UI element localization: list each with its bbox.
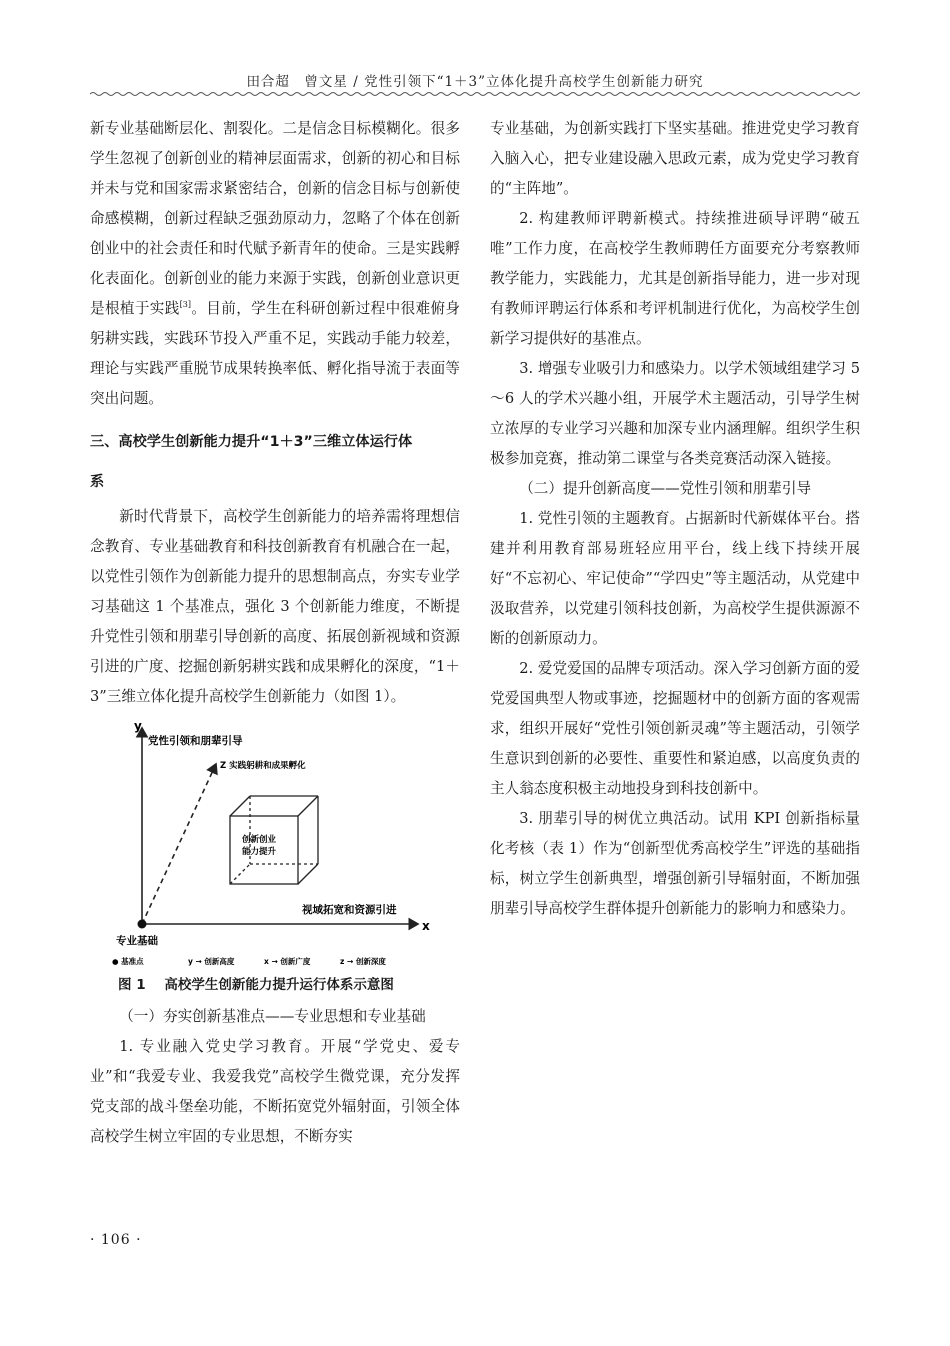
box-label-2: 能力提升 [242, 847, 277, 857]
right-column [490, 114, 860, 924]
subsection-heading: （二）提升创新高度——党性引领和朋辈引导 [519, 480, 812, 497]
figure-1 [90, 716, 460, 966]
paragraph: 2. 构建教师评聘新模式。持续推进硕导评聘“破五唯”工作力度，在高校学生教师聘任方面要充分考察教师教学能力，实践能力，尤其是创新指导能力，进一步对现有教师评聘运行体系和考评机制进行优化，为高校学生创新学习提供好的基准点。 [490, 210, 860, 347]
legend-item: z → 创新深度 [340, 957, 386, 966]
section-title: 三、高校学生创新能力提升“1＋3”三维立体运行体 [90, 434, 413, 450]
section-title-continued: 系 [90, 474, 105, 490]
paragraph: 新专业基础断层化、割裂化。二是信念目标模糊化。很多学生忽视了创新创业的精神层面需求，创新的初心和目标并未与党和国家需求紧密结合，创新的信念目标与创新使命感模糊，创新过程缺乏强劲原动力，忽略了个体在创新创业中的社会责任和时代赋予新青年的使命。三是实践孵化表面化。创新创业的能力来源于实践，创新创业意识更是根植于实践[3]。目前，学生在科研创新过程中很难俯身躬耕实践，实践环节投入严重不足，实践动手能力较差，理论与实践严重脱节成果转换率低、孵化指导流于表面等突出问题。 [90, 120, 460, 407]
legend-item: y → 创新高度 [188, 957, 235, 966]
paragraph: 1. 党性引领的主题教育。占据新时代新媒体平台。搭建并利用教育部易班轻应用平台，线上线下持续开展好“不忘初心、牢记使命”“学四史”等主题活动，从党建中汲取营养，以党建引领科技创新，为高校学生提供源源不断的创新原动力。 [490, 510, 860, 647]
paragraph: 1. 专业融入党史学习教育。开展“学党史、爱专业”和“我爱专业、我爱我党”高校学生微党课，充分发挥党支部的战斗堡垒功能，不断拓宽党外辐射面，引领全体高校学生树立牢固的专业思想，不断夯实 [90, 1038, 460, 1145]
y-label: y [134, 719, 142, 733]
paragraph: 专业基础，为创新实践打下坚实基础。推进党史学习教育入脑入心，把专业建设融入思政元素，成为党史学习教育的“主阵地”。 [490, 120, 860, 197]
z-axis-title: Z 实践躬耕和成果孵化 [220, 761, 306, 771]
framework-diagram [90, 716, 460, 966]
running-header: 田合超 曾文星 / 党性引领下“1＋3”立体化提升高校学生创新能力研究 [246, 74, 704, 90]
x-label: x [422, 919, 430, 933]
citation-ref: [3] [179, 300, 192, 309]
origin-point [138, 920, 147, 929]
figure-caption: 图 1 高校学生创新能力提升运行体系示意图 [118, 977, 394, 993]
paragraph: 新时代背景下，高校学生创新能力的培养需将理想信念教育、专业基础教育和科技创新教育有机融合在一起，以党性引领作为创新能力提升的思想制高点，夯实专业学习基础这 1 个基准点，强化 3 个创新能力维度，不断提升党性引领和朋辈引导创新的高度、拓展创新视域和资源引进的广度、挖掘创新躬耕实践和成果孵化的深度，“1＋3”三维立体化提升高校学生创新能力（如图 1）。 [90, 508, 460, 705]
z-axis [142, 764, 216, 924]
box-label-1: 创新创业 [242, 835, 277, 845]
origin-label: 专业基础 [116, 935, 158, 947]
x-axis-title: 视域拓宽和资源引进 [302, 904, 397, 916]
paragraph: 3. 增强专业吸引力和感染力。以学术领域组建学习 5～6 人的学术兴趣小组，开展学术主题活动，引导学生树立浓厚的专业学习兴趣和加深专业内涵理解。组织学生积极参加竞赛，推动第二课堂与各类竞赛活动深入链接。 [490, 360, 860, 467]
left-column [90, 114, 460, 1152]
paragraph: 2. 爱党爱国的品牌专项活动。深入学习创新方面的爱党爱国典型人物或事迹，挖掘题材中的创新方面的客观需求，组织开展好“党性引领创新灵魂”等主题活动，引领学生意识到创新的必要性、重要性和紧迫感，以高度负责的主人翁态度积极主动地投身到科技创新中。 [490, 660, 860, 797]
legend-item: ● 基准点 [112, 957, 144, 966]
subsection-heading: （一）夯实创新基准点——专业思想和专业基础 [119, 1008, 426, 1025]
y-axis-title: 党性引领和朋辈引导 [148, 735, 243, 747]
header-wavy-rule [90, 90, 860, 98]
legend-item: x → 创新广度 [264, 957, 311, 966]
page-number: · 106 · [90, 1232, 142, 1248]
paragraph: 3. 朋辈引导的树优立典活动。试用 KPI 创新指标量化考核（表 1）作为“创新型优秀高校学生”评选的基础指标，树立学生创新典型，增强创新引导辐射面，不断加强朋辈引导高校学生群体提升创新能力的影响力和感染力。 [490, 810, 860, 917]
